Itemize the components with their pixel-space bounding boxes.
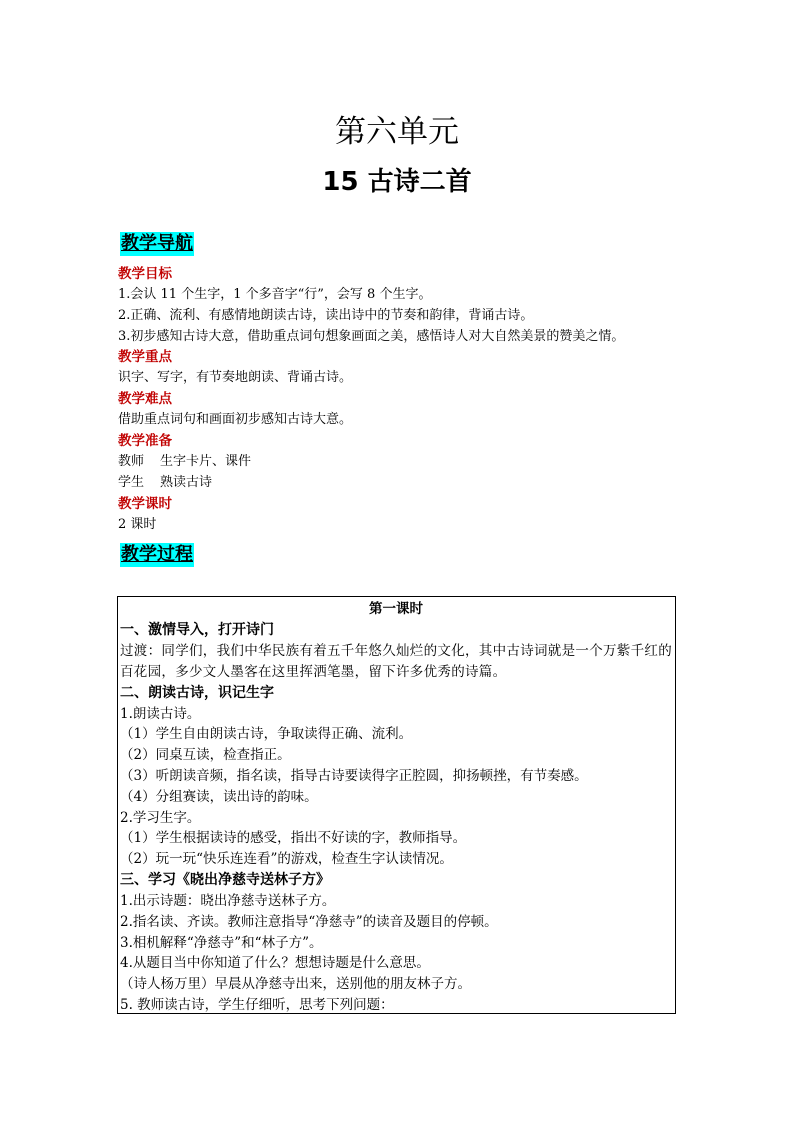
preparation-item: 熟读古诗 <box>160 474 213 490</box>
key-points-label: 教学重点 <box>118 349 172 366</box>
process-line: （2）同桌互读，检查指正。 <box>120 747 291 764</box>
periods-text: 2 课时 <box>118 516 157 532</box>
section-title: 一、激情导入，打开诗门 <box>120 622 274 638</box>
preparation-row <box>118 452 688 473</box>
process-line: 2.指名读、齐读。教师注意指导“净慈寺”的读音及题目的停顿。 <box>120 913 498 930</box>
objective-item: 2.正确、流利、有感情地朗读古诗，读出诗中的节奏和韵律，背诵古诗。 <box>118 307 534 323</box>
unit-title: 第六单元 <box>335 114 459 150</box>
objectives-label: 教学目标 <box>118 266 172 282</box>
periods-label: 教学课时 <box>118 495 172 512</box>
process-line: （1）学生根据读诗的感受，指出不好读的字，教师指导。 <box>120 830 467 847</box>
preparation-role: 教师 <box>118 453 145 469</box>
section-title: 三、学习《晓出净慈寺送林子方》 <box>120 871 330 888</box>
lesson-title: 15 古诗二首 <box>322 167 472 197</box>
difficulties-text: 借助重点词句和画面初步感知古诗大意。 <box>118 412 353 428</box>
process-line: （诗人杨万里）早晨从净慈寺出来，送别他的朋友林子方。 <box>120 976 471 993</box>
teaching-nav-heading: 教学导航 <box>121 233 193 254</box>
process-line: 1.朗读古诗。 <box>120 705 201 722</box>
preparation-role: 学生 <box>118 474 145 490</box>
period-title: 第一课时 <box>369 601 423 617</box>
intro-text: 过渡：同学们，我们中华民族有着五千年悠久灿烂的文化，其中古诗词就是一个万紫千红的百花园，多少文人墨客在这里挥洒笔墨，留下许多优秀的诗篇。 <box>120 643 672 680</box>
process-line: 2.学习生字。 <box>120 809 201 826</box>
objective-item: 3.初步感知古诗大意，借助重点词句想象画面之美，感悟诗人对大自然美景的赞美之情。 <box>118 328 625 344</box>
process-line: （4）分组赛读，读出诗的韵味。 <box>120 788 318 805</box>
process-line: （3）听朗读音频，指名读，指导古诗要读得字正腔圆，抑扬顿挫，有节奏感。 <box>120 767 588 784</box>
section-title: 二、朗读古诗，识记生字 <box>120 684 274 701</box>
process-line: 3.相机解释“净慈寺”和“林子方”。 <box>120 934 323 951</box>
teaching-process-heading: 教学过程 <box>121 544 193 565</box>
process-line: 1.出示诗题：晓出净慈寺送林子方。 <box>120 892 336 909</box>
key-points-text: 识字、写字，有节奏地朗读、背诵古诗。 <box>118 370 353 386</box>
difficulties-label: 教学难点 <box>118 391 172 408</box>
objective-item: 1.会认 11 个生字，1 个多音字“行”，会写 8 个生字。 <box>118 287 432 302</box>
process-line: （2）玩一玩“快乐连连看”的游戏，检查生字认读情况。 <box>120 851 453 868</box>
lesson-plan-table <box>117 596 676 1014</box>
process-line: 5. 教师读古诗，学生仔细听，思考下列问题： <box>120 996 394 1013</box>
preparation-label: 教学准备 <box>118 432 172 449</box>
process-line: 4.从题目当中你知道了什么？想想诗题是什么意思。 <box>120 955 430 972</box>
preparation-row <box>118 473 688 494</box>
process-line: （1）学生自由朗读古诗，争取读得正确、流利。 <box>120 726 413 743</box>
teaching-nav-section <box>118 264 688 535</box>
preparation-item: 生字卡片、课件 <box>160 453 252 469</box>
